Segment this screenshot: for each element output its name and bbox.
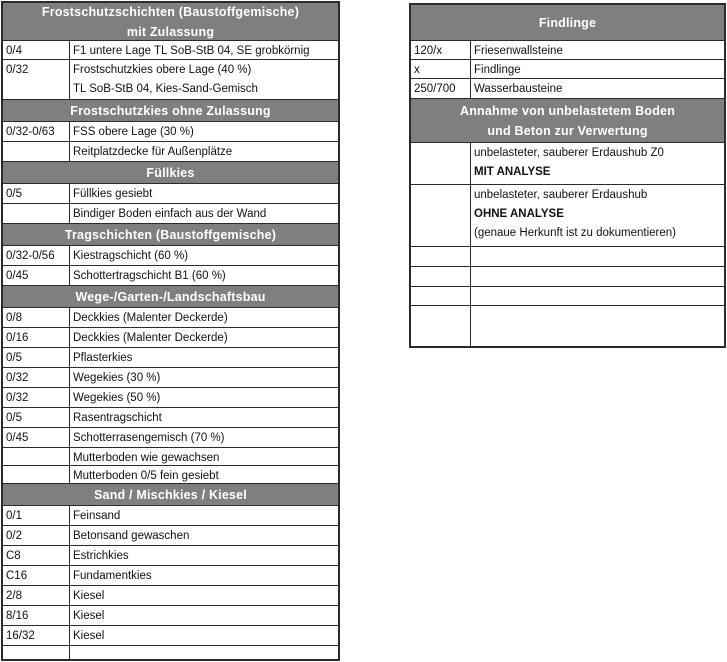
size-cell — [3, 204, 70, 223]
section-header — [411, 99, 724, 143]
description-line: Kiestragschicht (60 %) — [73, 250, 189, 262]
description-line: Deckkies (Malenter Deckerde) — [73, 332, 228, 344]
size-cell: 250/700 — [411, 79, 471, 98]
table-row — [3, 606, 338, 626]
description-cell — [70, 506, 338, 525]
section-header — [3, 286, 338, 308]
table-row — [411, 41, 724, 60]
description-line: Deckkies (Malenter Deckerde) — [73, 312, 228, 324]
table-row — [3, 328, 338, 348]
description-line: Kiesel — [73, 630, 105, 642]
table-row — [3, 142, 338, 162]
table-row — [3, 526, 338, 546]
section-title: Frostschutzkies ohne Zulassung — [70, 103, 271, 118]
size-cell: 0/45 — [3, 266, 70, 285]
table-row — [411, 306, 724, 346]
section-title: Sand / Mischkies / Kiesel — [94, 487, 247, 502]
description-line: Mutterboden wie gewachsen — [73, 452, 220, 464]
table-row — [3, 266, 338, 286]
table-row — [3, 466, 338, 484]
description-line: Findlinge — [474, 64, 521, 76]
description-cell — [70, 626, 338, 645]
section-title: Frostschutzschichten (Baustoffgemische) — [41, 4, 300, 19]
size-cell: 0/32 — [3, 368, 70, 387]
description-line: unbelasteter, sauberer Erdaushub Z0 — [474, 147, 664, 159]
description-cell — [70, 328, 338, 347]
description-cell — [70, 646, 338, 661]
description-cell — [471, 143, 724, 184]
description-cell — [70, 246, 338, 265]
size-cell: 0/2 — [3, 526, 70, 545]
table-row — [3, 308, 338, 328]
description-line: Füllkies gesiebt — [73, 188, 153, 200]
section-title: Tragschichten (Baustoffgemische) — [64, 227, 277, 242]
table-row — [3, 184, 338, 204]
table-row — [3, 388, 338, 408]
size-cell — [411, 306, 471, 346]
description-line: MIT ANALYSE — [474, 166, 551, 178]
description-line: TL SoB-StB 04, Kies-Sand-Gemisch — [73, 83, 258, 95]
section-title: und Beton zur Verwertung — [487, 123, 648, 138]
description-line: Mutterboden 0/5 fein gesiebt — [73, 470, 219, 482]
table-row — [3, 348, 338, 368]
table-row — [411, 185, 724, 247]
table-row — [411, 267, 724, 287]
description-line: Rasentragschicht — [73, 412, 162, 424]
description-line: Schottertragschicht B1 (60 %) — [73, 270, 226, 282]
size-cell: 0/5 — [3, 408, 70, 427]
description-cell — [471, 79, 724, 98]
table-row — [411, 79, 724, 99]
size-cell: 120/x — [411, 41, 471, 59]
description-line: Wasserbausteine — [474, 83, 563, 95]
description-cell — [70, 142, 338, 161]
size-cell — [411, 267, 471, 286]
description-line: F1 untere Lage TL SoB-StB 04, SE grobkörnig — [73, 45, 310, 57]
section-title: Findlinge — [538, 15, 597, 30]
size-cell: 8/16 — [3, 606, 70, 625]
size-cell: 0/8 — [3, 308, 70, 327]
size-cell: 2/8 — [3, 586, 70, 605]
description-cell — [70, 428, 338, 447]
description-line: Estrichkies — [73, 550, 129, 562]
description-cell — [70, 204, 338, 223]
description-cell — [70, 526, 338, 545]
section-header — [3, 100, 338, 122]
description-cell — [70, 348, 338, 367]
table-row — [411, 60, 724, 79]
description-cell — [471, 41, 724, 59]
description-line: Schotterrasengemisch (70 %) — [73, 432, 225, 444]
description-line: (genaue Herkunft ist zu dokumentieren) — [474, 227, 676, 239]
size-cell: 16/32 — [3, 626, 70, 645]
description-cell — [70, 60, 338, 99]
description-line: Kiesel — [73, 590, 105, 602]
size-cell — [3, 142, 70, 161]
size-cell — [411, 185, 471, 246]
size-cell: 0/32 — [3, 388, 70, 407]
table-row — [3, 368, 338, 388]
table-row — [3, 626, 338, 646]
description-cell — [70, 606, 338, 625]
description-line: OHNE ANALYSE — [474, 208, 564, 220]
table-row — [3, 586, 338, 606]
right-price-table — [409, 3, 726, 348]
description-cell — [70, 466, 338, 483]
description-line: Pflasterkies — [73, 352, 133, 364]
description-cell — [70, 388, 338, 407]
size-cell: x — [411, 60, 471, 78]
size-cell: 0/5 — [3, 348, 70, 367]
size-cell: C16 — [3, 566, 70, 585]
table-row — [3, 428, 338, 448]
description-cell — [70, 448, 338, 465]
description-cell — [70, 184, 338, 203]
description-line: Bindiger Boden einfach aus der Wand — [73, 208, 267, 220]
section-header — [3, 224, 338, 246]
description-cell — [471, 267, 724, 286]
description-cell — [471, 247, 724, 266]
description-cell — [70, 546, 338, 565]
section-header — [3, 162, 338, 184]
size-cell: 0/4 — [3, 41, 70, 59]
table-row — [3, 566, 338, 586]
description-cell — [70, 266, 338, 285]
description-line: Betonsand gewaschen — [73, 530, 190, 542]
table-row — [3, 122, 338, 142]
description-line: Reitplatzdecke für Außenplätze — [73, 146, 233, 158]
size-cell — [411, 287, 471, 305]
description-cell — [471, 287, 724, 305]
size-cell: 0/45 — [3, 428, 70, 447]
description-line: Wegekies (30 %) — [73, 372, 161, 384]
size-cell — [3, 646, 70, 661]
size-cell: 0/32-0/63 — [3, 122, 70, 141]
table-row — [3, 246, 338, 266]
section-header — [3, 3, 338, 41]
description-cell — [471, 306, 724, 346]
description-line: FSS obere Lage (30 %) — [73, 126, 194, 138]
description-cell — [70, 586, 338, 605]
description-line: Friesenwallsteine — [474, 45, 563, 57]
description-cell — [70, 122, 338, 141]
table-row — [3, 408, 338, 428]
description-line: Frostschutzkies obere Lage (40 %) — [73, 64, 252, 76]
section-title: Füllkies — [146, 165, 195, 180]
table-row — [411, 143, 724, 185]
description-line: Fundamentkies — [73, 570, 152, 582]
size-cell: 0/32-0/56 — [3, 246, 70, 265]
description-line: Feinsand — [73, 510, 121, 522]
section-title: mit Zulassung — [126, 24, 215, 39]
table-row — [411, 287, 724, 306]
description-cell — [70, 566, 338, 585]
section-title: Wege-/Garten-/Landschaftsbau — [75, 289, 266, 304]
left-price-table — [1, 1, 340, 661]
table-row — [411, 247, 724, 267]
size-cell — [411, 143, 471, 184]
section-header — [411, 5, 724, 41]
description-cell — [70, 368, 338, 387]
table-row — [3, 546, 338, 566]
description-line: Wegekies (50 %) — [73, 392, 161, 404]
size-cell: C8 — [3, 546, 70, 565]
table-row — [3, 506, 338, 526]
size-cell: 0/1 — [3, 506, 70, 525]
section-title: Annahme von unbelastetem Boden — [459, 103, 676, 118]
description-cell — [471, 60, 724, 78]
size-cell: 0/16 — [3, 328, 70, 347]
table-row — [3, 41, 338, 60]
size-cell — [3, 466, 70, 483]
size-cell: 0/32 — [3, 60, 70, 99]
table-row — [3, 204, 338, 224]
description-cell — [471, 185, 724, 246]
description-cell — [70, 308, 338, 327]
size-cell — [411, 247, 471, 266]
size-cell — [3, 448, 70, 465]
table-row — [3, 60, 338, 100]
description-cell — [70, 408, 338, 427]
description-line: Kiesel — [73, 610, 105, 622]
section-header — [3, 484, 338, 506]
table-row — [3, 646, 338, 661]
size-cell: 0/5 — [3, 184, 70, 203]
table-row — [3, 448, 338, 466]
description-line: unbelasteter, sauberer Erdaushub — [474, 189, 648, 201]
description-cell — [70, 41, 338, 59]
